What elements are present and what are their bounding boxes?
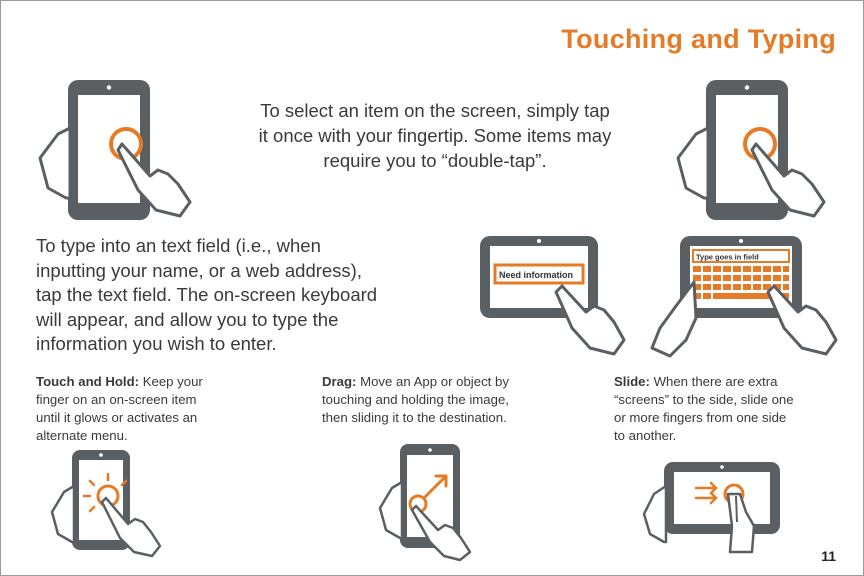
- typing-line: tap the text field. The on-screen keyboard: [36, 284, 378, 305]
- slide-line: or more fingers from one side: [614, 410, 787, 425]
- keyboard-field-label: Type goes in field: [696, 252, 759, 262]
- touch-hold-line: alternate menu.: [36, 428, 128, 443]
- typing-line: information you wish to enter.: [36, 333, 277, 354]
- slide-label: Slide:: [614, 374, 650, 389]
- touch-hold-text: [36, 373, 246, 445]
- tablet-slide-icon: [640, 456, 800, 556]
- text-field-label: Need information: [499, 270, 574, 280]
- touch-hold-line: finger on an on-screen item: [36, 392, 197, 407]
- intro-line: require you to “double-tap”.: [323, 150, 547, 171]
- page-title: Touching and Typing: [561, 24, 836, 54]
- tablet-tap-icon-left: [18, 78, 218, 228]
- drag-text: [322, 373, 562, 427]
- tablet-drag-icon: [372, 442, 502, 552]
- slide-line: When there are extra: [649, 374, 778, 389]
- slide-text: [614, 373, 844, 445]
- tablet-text-field-icon: [478, 232, 628, 362]
- tablet-keyboard-icon: [636, 232, 854, 362]
- touch-hold-line: until it glows or activates an: [36, 410, 198, 425]
- slide-line: to another.: [614, 428, 677, 443]
- tablet-tap-icon-right: [656, 78, 856, 228]
- page-number: 11: [821, 548, 836, 564]
- drag-label: Drag:: [322, 374, 357, 389]
- typing-line: inputting your name, or a web address),: [36, 259, 362, 281]
- intro-line: To select an item on the screen, simply tap: [260, 100, 610, 121]
- intro-text: [200, 98, 670, 173]
- touch-hold-line: Keep your: [139, 374, 203, 389]
- intro-line: it once with your fingertip. Some items may: [258, 125, 612, 146]
- typing-line: will appear, and allow you to type the: [36, 308, 339, 330]
- drag-line: Move an App or object by: [356, 374, 509, 389]
- tablet-touch-hold-icon: [40, 446, 170, 552]
- slide-line: “screens” to the side, slide one: [614, 392, 794, 407]
- typing-text: [36, 234, 476, 357]
- typing-line: To type into an text field (i.e., when: [36, 235, 321, 256]
- drag-line: then sliding it to the destination.: [322, 410, 507, 425]
- touch-hold-label: Touch and Hold:: [36, 374, 140, 389]
- drag-line: touching and holding the image,: [322, 392, 509, 407]
